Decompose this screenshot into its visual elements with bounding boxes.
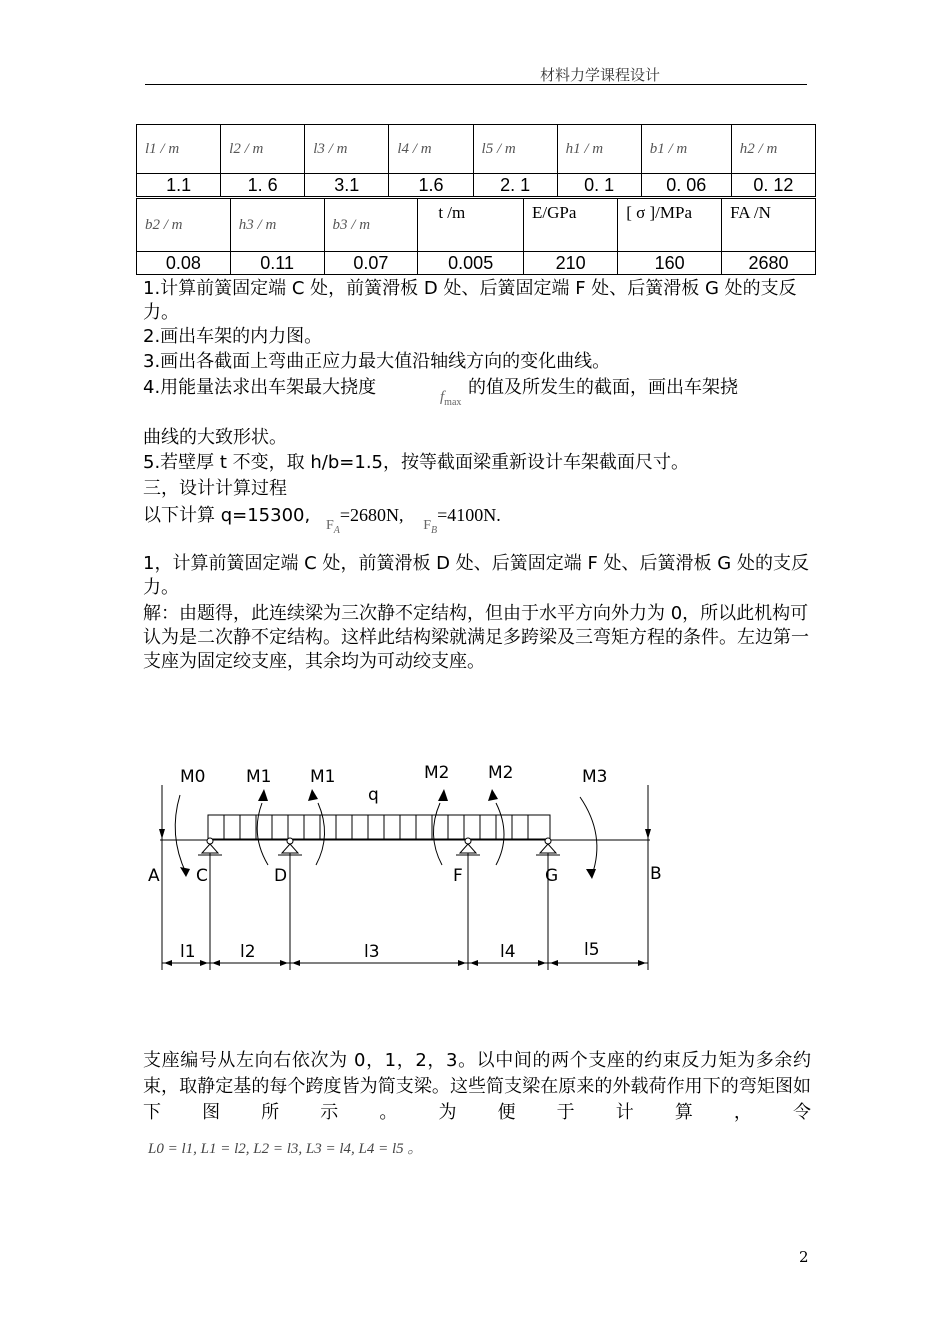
table-header-cell: b1 / m [641,125,731,174]
support-f [456,838,480,855]
solution-answer: 解：由题得，此连续梁为三次静不定结构，但由于水平方向外力为 0，所以此机构可认为是二次静不定结构。这样此结构梁就满足多跨梁及三弯矩方程的条件。左边第一支座为固定绞支座，其余均为可动绞支座。 [143,603,809,672]
table-value-cell: 0.11 [230,252,324,275]
fmax-symbol: $f_{max}$ [440,389,462,408]
table-header-cell: l2 / m [221,125,305,174]
point-label-c: C [196,866,208,886]
table-header-cell: E/GPa [524,199,618,252]
moment-label-m1: M1 [310,767,336,787]
table-header-cell: [ σ ]/MPa [618,199,722,252]
fb-value: =4100N. [437,505,501,525]
beam-diagram [140,755,660,985]
parameter-table-2 [136,198,816,275]
moment-label-m2: M2 [424,763,450,783]
table-header-cell: h3 / m [230,199,324,252]
question-4-part-b: 的值及所发生的截面，画出车架挠 [468,377,738,398]
question-4-part-c: 曲线的大致形状。 [143,427,287,448]
parameter-table-1 [136,124,816,197]
span-label-l2: l2 [240,942,256,962]
moment-arc-m2-left [433,803,442,865]
table-value-cell: 1.1 [137,174,221,197]
given-values [143,503,501,535]
moment-arc-m0 [175,795,186,873]
table-value-cell: 0.07 [324,252,418,275]
span-label-l1: l1 [180,942,196,962]
moment-label-m0: M0 [180,767,206,787]
table-header-cell: l1 / m [137,125,221,174]
table-header-cell: t /m [418,199,524,252]
point-label-b: B [650,864,662,884]
moment-label-m2: M2 [488,763,514,783]
table-value-cell: 160 [618,252,722,275]
table-value-cell: 3.1 [305,174,389,197]
question-4-part-a: 4.用能量法求出车架最大挠度 [143,377,377,398]
distributed-load [208,815,550,839]
table-header-cell: b3 / m [324,199,418,252]
running-header: 材料力学课程设计 [540,66,661,84]
table-value-cell: 0.08 [137,252,231,275]
table-value-cell: 1. 6 [221,174,305,197]
span-label-l3: l3 [364,942,380,962]
table-value-cell: 2680 [722,252,816,275]
fa-symbol: FA [325,518,340,536]
page-number: 2 [799,1248,809,1266]
length-substitution-formula: L0 = l1, L1 = l2, L2 = l3, L3 = l4, L4 = l5 。 [148,1141,423,1157]
load-label-q: q [368,785,379,805]
table-value-cell: 0. 06 [641,174,731,197]
moment-arc-m3 [580,797,597,875]
moment-arc-m1-left [257,803,268,865]
table-header-cell: l5 / m [473,125,557,174]
table-header-cell: b2 / m [137,199,231,252]
question-1: 1.计算前簧固定端 C 处，前簧滑板 D 处、后簧固定端 F 处、后簧滑板 G 处的支反力。 [143,278,797,323]
point-label-f: F [453,866,463,886]
support-numbering-paragraph: 支座编号从左向右依次为 0，1，2，3。以中间的两个支座的约束反力矩为多余约束，取静定基的每个跨度皆为简支梁。这些简支梁在原来的外载荷作用下的弯矩图如下图所示。为便于计算，令 [143,1050,811,1123]
table-value-cell: 2. 1 [473,174,557,197]
point-label-g: G [545,866,559,886]
table-header-cell: l3 / m [305,125,389,174]
moment-label-m1: M1 [246,767,272,787]
question-5: 5.若壁厚 t 不变，取 h/b=1.5，按等截面梁重新设计车架截面尺寸。 [143,452,690,473]
support-g [536,838,560,855]
table-value-cell: 0.005 [418,252,524,275]
table-value-cell: 1.6 [389,174,473,197]
moment-label-m3: M3 [582,767,608,787]
support-c [198,838,222,855]
question-3: 3.画出各截面上弯曲正应力最大值沿轴线方向的变化曲线。 [143,351,611,372]
solution-step-1: 1，计算前簧固定端 C 处，前簧滑板 D 处、后簧固定端 F 处、后簧滑板 G 处的支反力。 [143,553,809,598]
section-heading: 三，设计计算过程 [143,478,287,499]
support-d [278,838,302,855]
table-header-cell: FA /N [722,199,816,252]
header-rule [145,84,807,85]
table-header-cell: h2 / m [731,125,815,174]
table-header-cell: l4 / m [389,125,473,174]
point-label-a: A [148,866,160,886]
table-header-cell: h1 / m [557,125,641,174]
load-hatch [224,815,528,839]
span-label-l4: l4 [500,942,516,962]
fb-symbol: FB [423,518,438,536]
point-label-d: D [274,866,288,886]
table-value-cell: 0. 1 [557,174,641,197]
table-value-cell: 210 [524,252,618,275]
span-label-l5: l5 [584,940,600,960]
fa-value: =2680N, [339,505,404,525]
given-prefix: 以下计算 q=15300, [143,505,311,526]
table-value-cell: 0. 12 [731,174,815,197]
question-2: 2.画出车架的内力图。 [143,326,323,347]
moment-arc-m2-right [496,803,504,865]
